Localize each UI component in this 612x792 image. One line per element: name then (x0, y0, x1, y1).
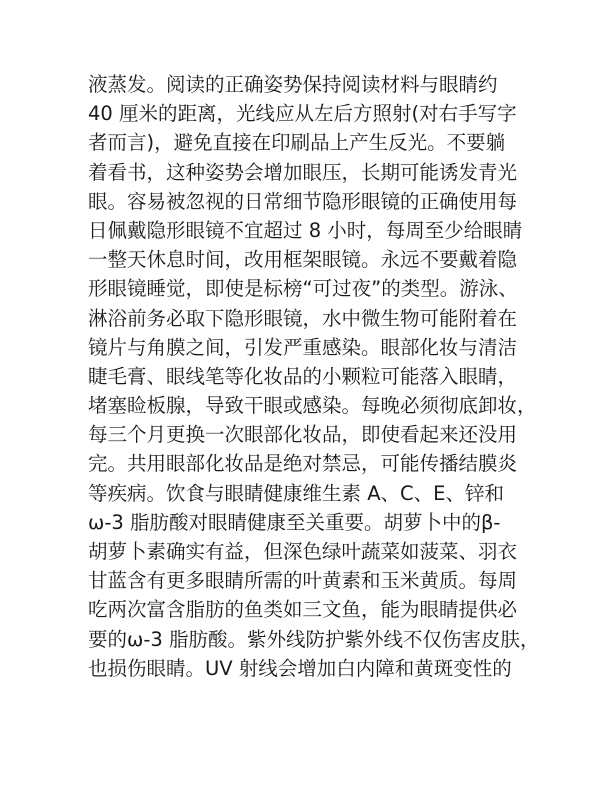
text-line: 淋浴前务必取下隐形眼镜，水中微生物可能附着在 (88, 306, 518, 330)
text-line: 液蒸发。阅读的正确姿势保持阅读材料与眼睛约 (88, 73, 498, 96)
text-line: 40 厘米的距离，光线应从左后方照射(对右手写字 (88, 102, 517, 126)
text-line: 等疾病。饮食与眼睛健康维生素 A、C、E、锌和 (88, 481, 504, 505)
text-line: 着看书，这种姿势会增加眼压，长期可能诱发青光 (88, 160, 518, 184)
text-line: 日佩戴隐形眼镜不宜超过 8 小时，每周至少给眼睛 (88, 218, 523, 242)
text-line: 眼。容易被忽视的日常细节隐形眼镜的正确使用每 (88, 189, 518, 213)
text-line: 胡萝卜素确实有益，但深色绿叶蔬菜如菠菜、羽衣 (88, 540, 518, 563)
text-line: 一整天休息时间，改用框架眼镜。永远不要戴着隐 (88, 248, 518, 272)
text-line: 也损伤眼睛。UV 射线会增加白内障和黄斑变性的 (88, 656, 512, 680)
text-line: 每三个月更换一次眼部化妆品，即使看起来还没用 (88, 423, 518, 447)
text-line: 堵塞睑板腺，导致干眼或感染。每晚必须彻底卸妆， (88, 394, 537, 418)
text-line: 完。共用眼部化妆品是绝对禁忌，可能传播结膜炎 (88, 452, 518, 476)
text-line: 吃两次富含脂肪的鱼类如三文鱼，能为眼睛提供必 (88, 598, 518, 622)
text-line: ω-3 脂肪酸对眼睛健康至关重要。胡萝卜中的β- (88, 510, 501, 534)
body-text (88, 70, 540, 683)
text-line: 者而言)，避免直接在印刷品上产生反光。不要躺 (88, 131, 506, 155)
text-line: 要的ω-3 脂肪酸。紫外线防护紫外线不仅伤害皮肤， (88, 627, 540, 651)
text-line: 甘蓝含有更多眼睛所需的叶黄素和玉米黄质。每周 (88, 569, 518, 593)
text-line: 睫毛膏、眼线笔等化妆品的小颗粒可能落入眼睛， (88, 364, 518, 388)
text-line: 形眼镜睡觉，即使是标榜“可过夜”的类型。游泳、 (88, 277, 518, 301)
text-line: 镜片与角膜之间，引发严重感染。眼部化妆与清洁 (88, 335, 518, 359)
